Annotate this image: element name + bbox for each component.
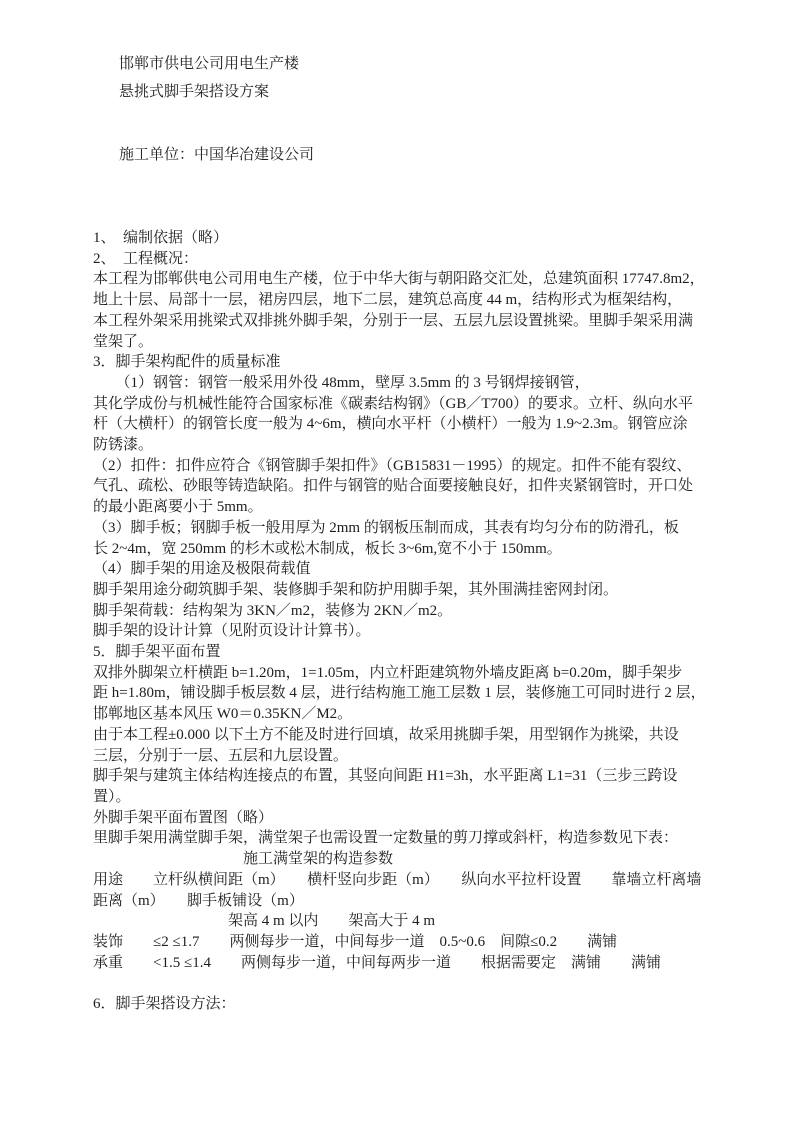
doc-line: 邯郸地区基本风压 W0＝0.35KN／M2。 xyxy=(93,706,353,723)
doc-line: 外脚手架平面布置图（略） xyxy=(93,809,274,826)
doc-line: 脚手架的设计计算（见附页设计计算书）。 xyxy=(93,623,371,640)
doc-body xyxy=(93,228,753,1015)
doc-line: 距 h=1.80m，铺设脚手板层数 4 层，进行结构施工施工层数 1 层，装修施工可同时进行 2 层， xyxy=(93,685,706,702)
doc-line: 距离（m） 脚手板铺设（m） xyxy=(93,892,304,909)
doc-line: 承重 <1.5 ≤1.4 两侧每步一道，中间每两步一道 根据需要定 满铺 满铺 xyxy=(93,954,661,971)
doc-line: 堂架了。 xyxy=(93,333,154,350)
doc-line: （2）扣件：扣件应符合《钢管脚手架扣件》（GB15831－1995）的规定。扣件不能有裂纹、 xyxy=(93,457,692,474)
doc-line: 5．脚手架平面布置 xyxy=(93,644,221,661)
contractor-line: 施工单位：中国华冶建设公司 xyxy=(119,147,315,163)
doc-line: 里脚手架用满堂脚手架，满堂架子也需设置一定数量的剪刀撑或斜杆，构造参数见下表： xyxy=(93,830,679,847)
doc-line xyxy=(93,973,753,994)
doc-line: 6．脚手架搭设方法： xyxy=(93,996,236,1012)
doc-line: 脚手架与建筑主体结构连接点的布置，其竖向间距 H1=3h，水平距离 L1=31（三步三跨设 xyxy=(93,768,678,785)
doc-line: （4）脚手架的用途及极限荷载值 xyxy=(93,561,311,578)
doc-line: 杆（大横杆）的钢管长度一般为 4~6m，横向水平杆（小横杆）一般为 1.9~2.3m。钢管应涂 xyxy=(93,416,688,433)
doc-line: 架高 4 m 以内 架高大于 4 m xyxy=(93,913,436,930)
doc-line: （3）脚手板；钢脚手板一般用厚为 2mm 的钢板压制而成，其表有均匀分布的防滑孔，板 xyxy=(93,519,679,536)
doc-line: 2、 工程概况： xyxy=(93,250,199,267)
doc-line: 长 2~4m，宽 250mm 的杉木或松木制成，板长 3~6m,宽不小于 150mm。 xyxy=(93,540,562,557)
doc-line: 本工程为邯郸供电公司用电生产楼，位于中华大街与朝阳路交汇处，总建筑面积 17747.8m2， xyxy=(93,271,705,288)
doc-line: 1、 编制依据（略） xyxy=(93,230,229,246)
doc-line: 的最小距离要小于 5mm。 xyxy=(93,499,263,516)
doc-line: 施工满堂架的构造参数 xyxy=(93,851,394,868)
doc-line: 防锈漆。 xyxy=(93,437,154,454)
doc-title-block xyxy=(93,50,753,106)
doc-line: 置）。 xyxy=(93,788,131,805)
doc-line: 脚手架用途分砌筑脚手架、装修脚手架和防护用脚手架，其外围满挂密网封闭。 xyxy=(93,581,619,598)
doc-line: 3．脚手架构配件的质量标准 xyxy=(93,354,281,371)
doc-line: 其化学成份与机械性能符合国家标准《碳素结构钢》（GB／T700）的要求。立杆、纵向水平 xyxy=(93,395,694,412)
doc-title-line-1: 邯郸市供电公司用电生产楼 xyxy=(119,56,300,72)
doc-title-line-2: 悬挑式脚手架搭设方案 xyxy=(119,84,270,100)
doc-line: 气孔、疏松、砂眼等铸造缺陷。扣件与钢管的贴合面要接触良好，扣件夹紧钢管时，开口处 xyxy=(93,478,694,495)
doc-line: 地上十层、局部十一层，裙房四层，地下二层，建筑总高度 44 m，结构形式为框架结构， xyxy=(93,292,683,309)
doc-line: 本工程外架采用挑梁式双排挑外脚手架，分别于一层、五层九层设置挑梁。里脚手架采用满 xyxy=(93,312,694,329)
doc-line: 用途 立杆纵横间距（m） 横杆竖向步距（m） 纵向水平拉杆设置 靠墙立杆离墙 xyxy=(93,871,702,888)
doc-line: 三层，分别于一层、五层和九层设置。 xyxy=(93,747,349,764)
doc-line: 由于本工程±0.000 以下土方不能及时进行回填，故采用挑脚手架，用型钢作为挑梁，共设 xyxy=(93,726,679,743)
doc-line: 脚手架荷载：结构架为 3KN／m2，装修为 2KN／m2。 xyxy=(93,602,453,619)
doc-line: （1）钢管：钢管一般采用外役 48mm，壁厚 3.5mm 的 3 号钢焊接钢管， xyxy=(93,374,590,391)
doc-line: 装饰 ≤2 ≤1.7 两侧每步一道，中间每步一道 0.5~0.6 间隙≤0.2 满铺 xyxy=(93,933,618,950)
document-content xyxy=(93,50,753,1015)
doc-line: 双排外脚架立杆横距 b=1.20m，1=1.05m，内立杆距建筑物外墙皮距离 b=0.20m，脚手架步 xyxy=(93,664,683,681)
